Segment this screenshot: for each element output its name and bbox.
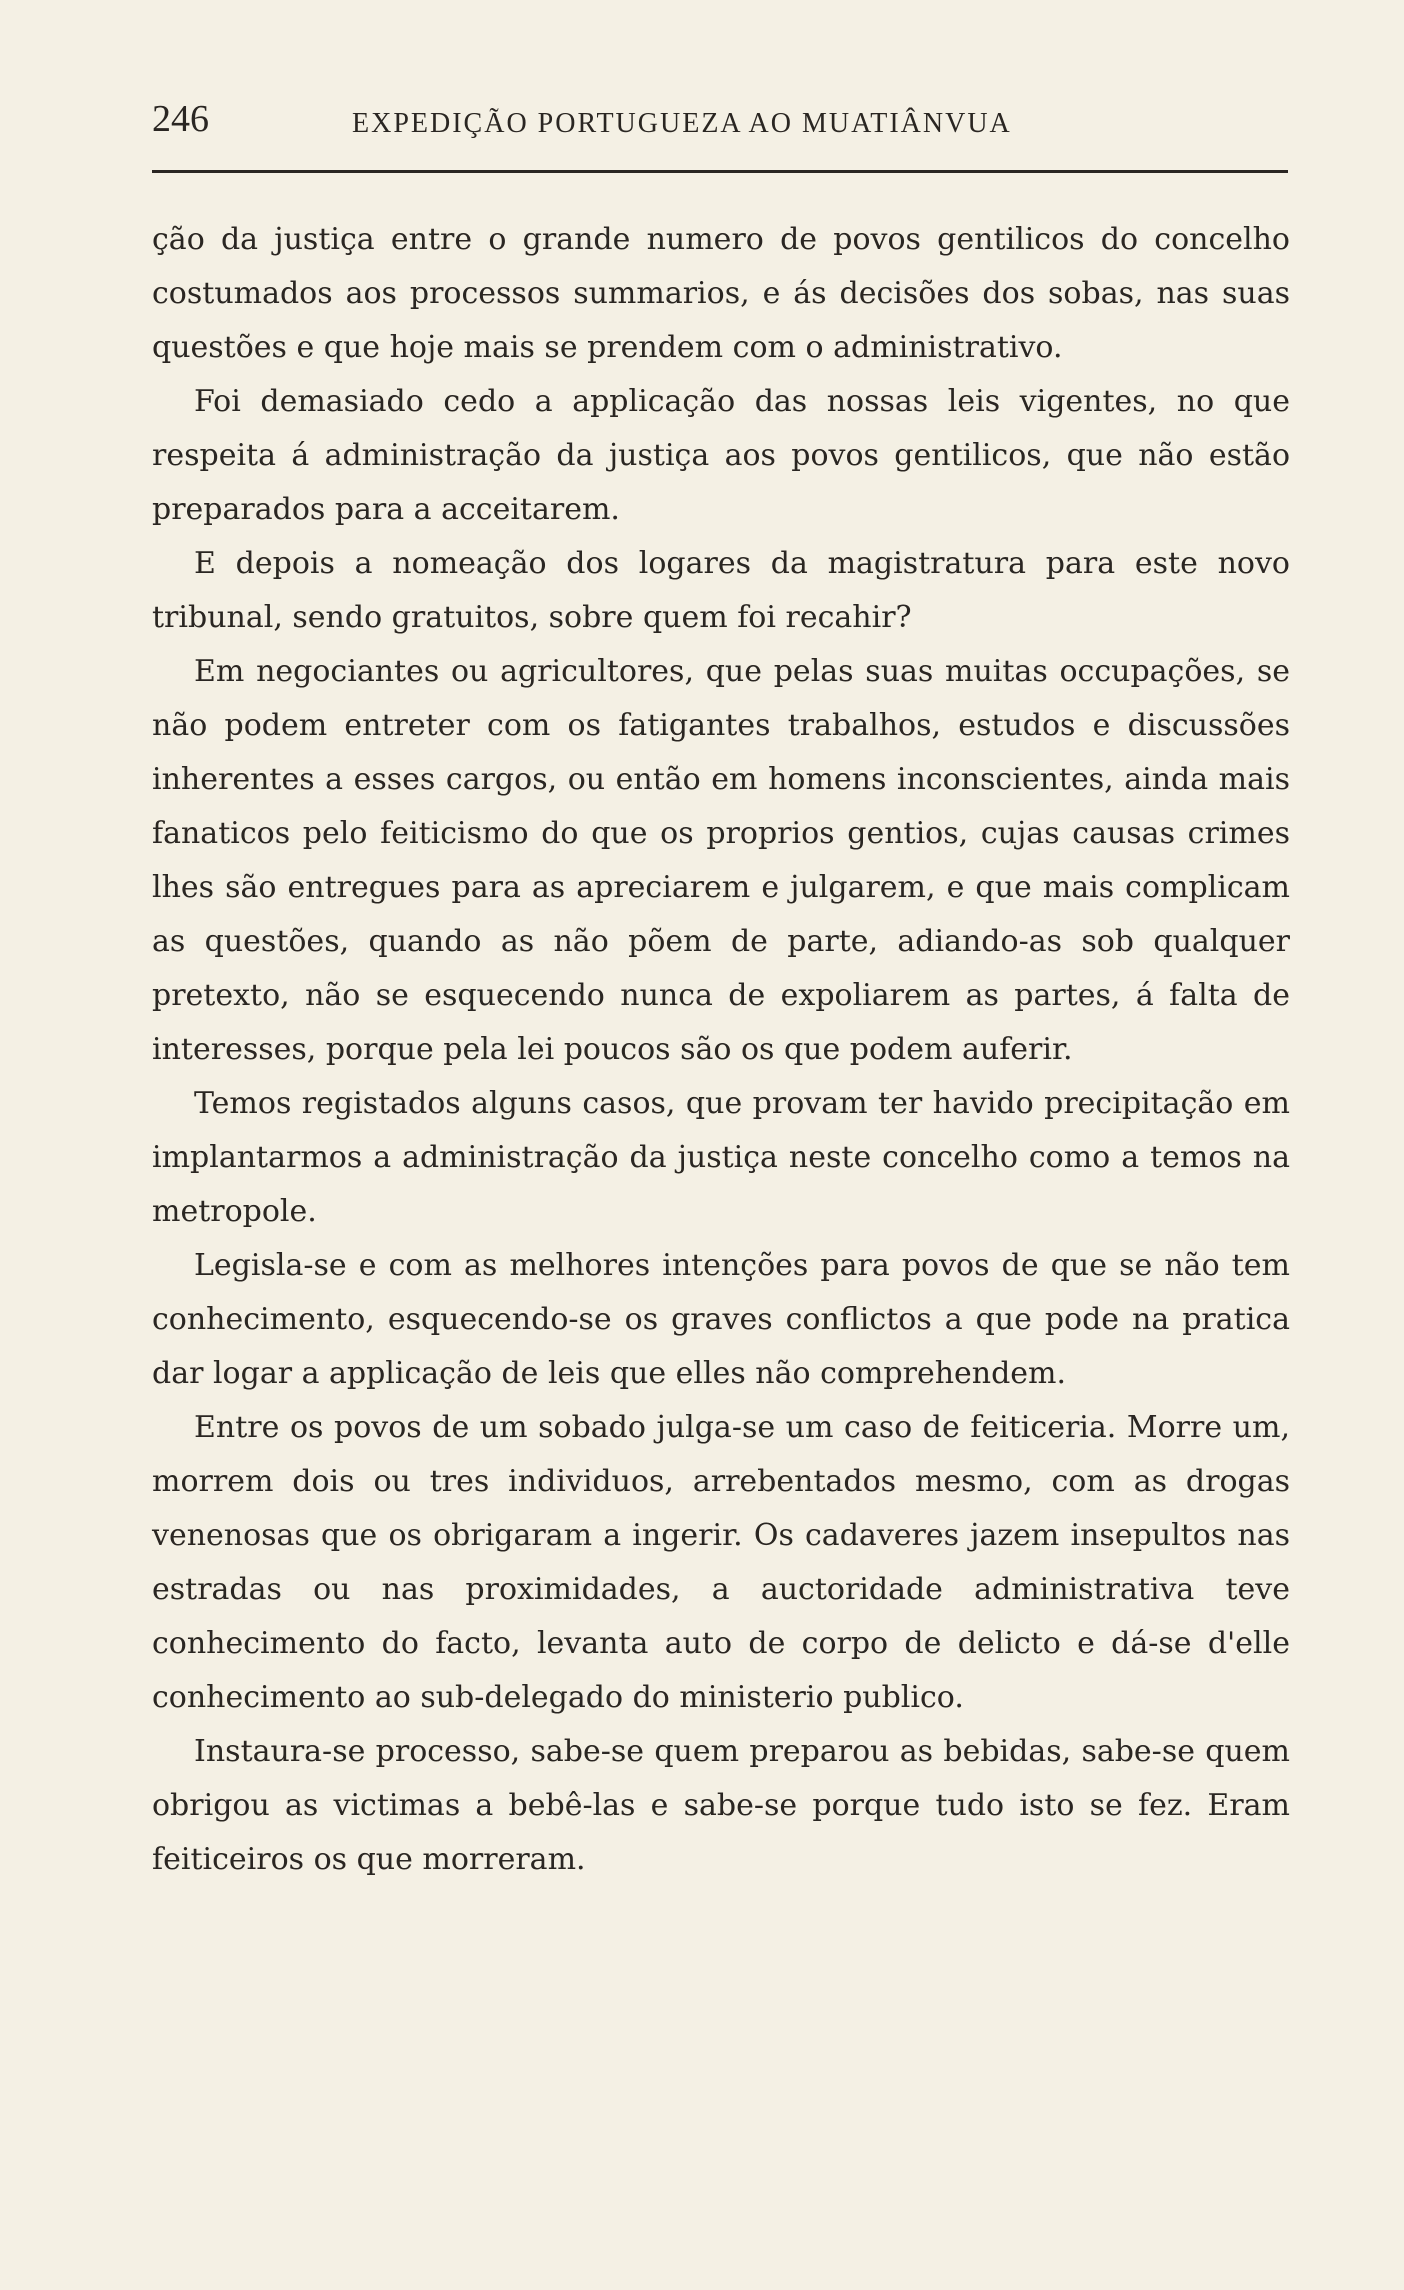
paragraph: Instaura-se processo, sabe-se quem preparou as bebidas, sabe-se quem obrigou as victimas a bebê-las e sabe-se porque tudo isto se fez. Eram feiticeiros os que morreram. bbox=[152, 1734, 1290, 1877]
paragraph: Foi demasiado cedo a applicação das nossas leis vigentes, no que respeita á administração da justiça aos povos gentilicos, que não estão preparados para a acceitarem. bbox=[152, 384, 1290, 527]
book-page bbox=[152, 100, 1290, 1887]
paragraph: Temos registados alguns casos, que provam ter havido precipitação em implantarmos a administração da justiça neste concelho como a temos na metropole. bbox=[152, 1086, 1290, 1229]
header-rule bbox=[152, 170, 1288, 173]
running-title: EXPEDIÇÃO PORTUGUEZA AO MUATIÂNVUA bbox=[352, 108, 1012, 139]
page-number: 246 bbox=[152, 98, 209, 140]
paragraph: ção da justiça entre o grande numero de povos gentilicos do concelho costumados aos processos summarios, e ás decisões dos sobas, nas suas questões e que hoje mais se prendem com o administrativo. bbox=[152, 222, 1290, 365]
paragraph: Entre os povos de um sobado julga-se um caso de feiticeria. Morre um, morrem dois ou tres individuos, arrebentados mesmo, com as drogas venenosas que os obrigaram a ingerir. Os cadaveres jazem insepultos nas estradas ou nas proximidades, a auctoridade administrativa teve conhecimento do facto, levanta auto de corpo de delicto e dá-se d'elle conhecimento ao sub-delegado do ministerio publico. bbox=[152, 1410, 1290, 1715]
page-header bbox=[152, 100, 1290, 160]
paragraph: Em negociantes ou agricultores, que pelas suas muitas occupações, se não podem entreter com os fatigantes trabalhos, estudos e discussões inherentes a esses cargos, ou então em homens inconscientes, ainda mais fanaticos pelo feiticismo do que os proprios gentios, cujas causas crimes lhes são entregues para as apreciarem e julgarem, e que mais complicam as questões, quando as não põem de parte, adiando-as sob qualquer pretexto, não se esquecendo nunca de expoliarem as partes, á falta de interesses, porque pela lei poucos são os que podem auferir. bbox=[152, 654, 1290, 1067]
body-text bbox=[152, 213, 1290, 1887]
paragraph: Legisla-se e com as melhores intenções para povos de que se não tem conhecimento, esquecendo-se os graves conflictos a que pode na pratica dar logar a applicação de leis que elles não comprehendem. bbox=[152, 1248, 1290, 1391]
paragraph: E depois a nomeação dos logares da magistratura para este novo tribunal, sendo gratuitos, sobre quem foi recahir? bbox=[152, 546, 1290, 635]
